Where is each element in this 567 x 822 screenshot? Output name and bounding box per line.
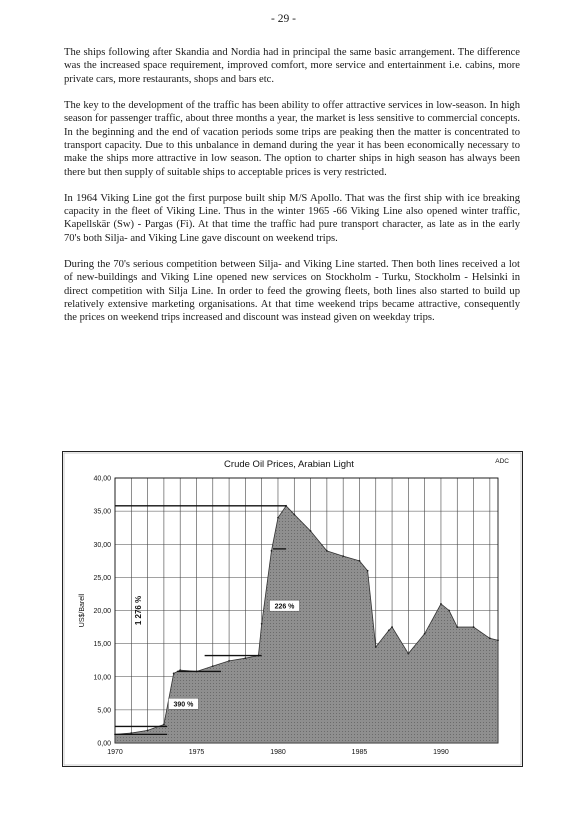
y-axis-label: US$/Barell xyxy=(79,593,86,628)
y-tick-label: 20,00 xyxy=(93,608,111,615)
chart-svg xyxy=(63,452,522,766)
data-point xyxy=(391,626,393,628)
data-point xyxy=(342,555,344,557)
oil-price-chart xyxy=(62,451,523,767)
page-number: - 29 - xyxy=(271,13,296,25)
data-point xyxy=(130,732,132,734)
data-point xyxy=(271,550,273,552)
data-point xyxy=(388,629,390,631)
data-point xyxy=(147,730,149,732)
data-point xyxy=(326,550,328,552)
data-point xyxy=(261,623,263,625)
y-tick-label: 25,00 xyxy=(93,574,111,582)
annotation-label: 226 % xyxy=(274,603,295,611)
y-tick-label: 35,00 xyxy=(93,508,111,516)
data-point xyxy=(456,626,458,628)
data-point xyxy=(163,724,165,726)
data-point xyxy=(310,530,312,532)
data-point xyxy=(212,665,214,667)
x-tick-labels xyxy=(107,749,449,756)
data-point xyxy=(424,633,426,635)
annotation-label: 390 % xyxy=(173,701,194,709)
y-tick-labels xyxy=(93,476,111,748)
data-point xyxy=(173,673,175,675)
y-tick-label: 40,00 xyxy=(93,475,111,483)
y-tick-label: 10,00 xyxy=(93,674,111,682)
data-point xyxy=(375,646,377,648)
data-point xyxy=(489,637,491,639)
data-point xyxy=(448,610,450,612)
x-tick-label: 1975 xyxy=(188,749,205,756)
x-tick-label: 1985 xyxy=(351,749,368,756)
paragraph: The ships following after Skandia and Nordia had in principal the same basic arrangement. The difference was the increased space requirement, improved comfort, more service and entertainment i.e. cabins, more private cars, more restaurants, shops and bars etc. xyxy=(64,47,520,85)
x-tick-label: 1990 xyxy=(433,749,449,756)
y-tick-label: 15,00 xyxy=(93,641,111,649)
chart-corner-label: ADC xyxy=(495,458,509,465)
chart-title: Crude Oil Prices, Arabian Light xyxy=(224,459,354,470)
data-point xyxy=(179,669,181,671)
y-tick-label: 0,00 xyxy=(97,740,111,748)
x-tick-label: 1980 xyxy=(270,749,286,756)
data-point xyxy=(407,653,409,655)
paragraph: During the 70's serious competition between Silja- and Viking Line started. Then both lines received a lot of new-buildings and Viking Line opened new services on Stockholm - Turku, Stockholm - Helsinki in direct competition with Silja Line. In order to feed the growing fleets, both lines also started to build up relatively extensive marketing organisations. At that time weekend trips became attractive, consequently the prices on weekend trips increased and discount was instead given on weekday trips. xyxy=(64,258,520,324)
data-point xyxy=(359,560,361,562)
y-tick-label: 30,00 xyxy=(93,541,111,549)
annotation-label: 1 276 % xyxy=(134,595,144,626)
data-point xyxy=(277,517,279,519)
x-tick-label: 1970 xyxy=(107,749,123,756)
data-point xyxy=(440,603,442,605)
paragraph: The key to the development of the traffic has been ability to offer attractive services in low-season. In high season for passenger traffic, about three months a year, the market is less sensitive to commercial concepts. In the beginning and the end of vacation periods some trips are peaking then the matter is concentrated to transport capacity. Due to this unbalance in demand during the year it has been economically necessary to make the ships more attractive in low season. The option to charter ships in high season has always been there but then supply of suitable ships to acceptable prices is very restricted. xyxy=(64,99,520,178)
data-point xyxy=(367,570,369,572)
data-point xyxy=(293,514,295,516)
data-point xyxy=(473,626,475,628)
data-point xyxy=(228,660,230,662)
paragraph: In 1964 Viking Line got the first purpose built ship M/S Apollo. That was the first ship with ice breaking capacity in the fleet of Viking Line. Thus in the winter 1965 -66 Viking Line also opened winter traffic, Kapellskär (Sw) - Pargas (Fi). At that time the traffic had pure transport character, as late as in the early 70's both Silja- and Viking Line gave discount on weekend trips. xyxy=(64,192,520,244)
data-point xyxy=(497,639,499,641)
y-tick-label: 5,00 xyxy=(97,707,111,715)
body-text xyxy=(64,46,520,337)
data-point xyxy=(244,657,246,659)
